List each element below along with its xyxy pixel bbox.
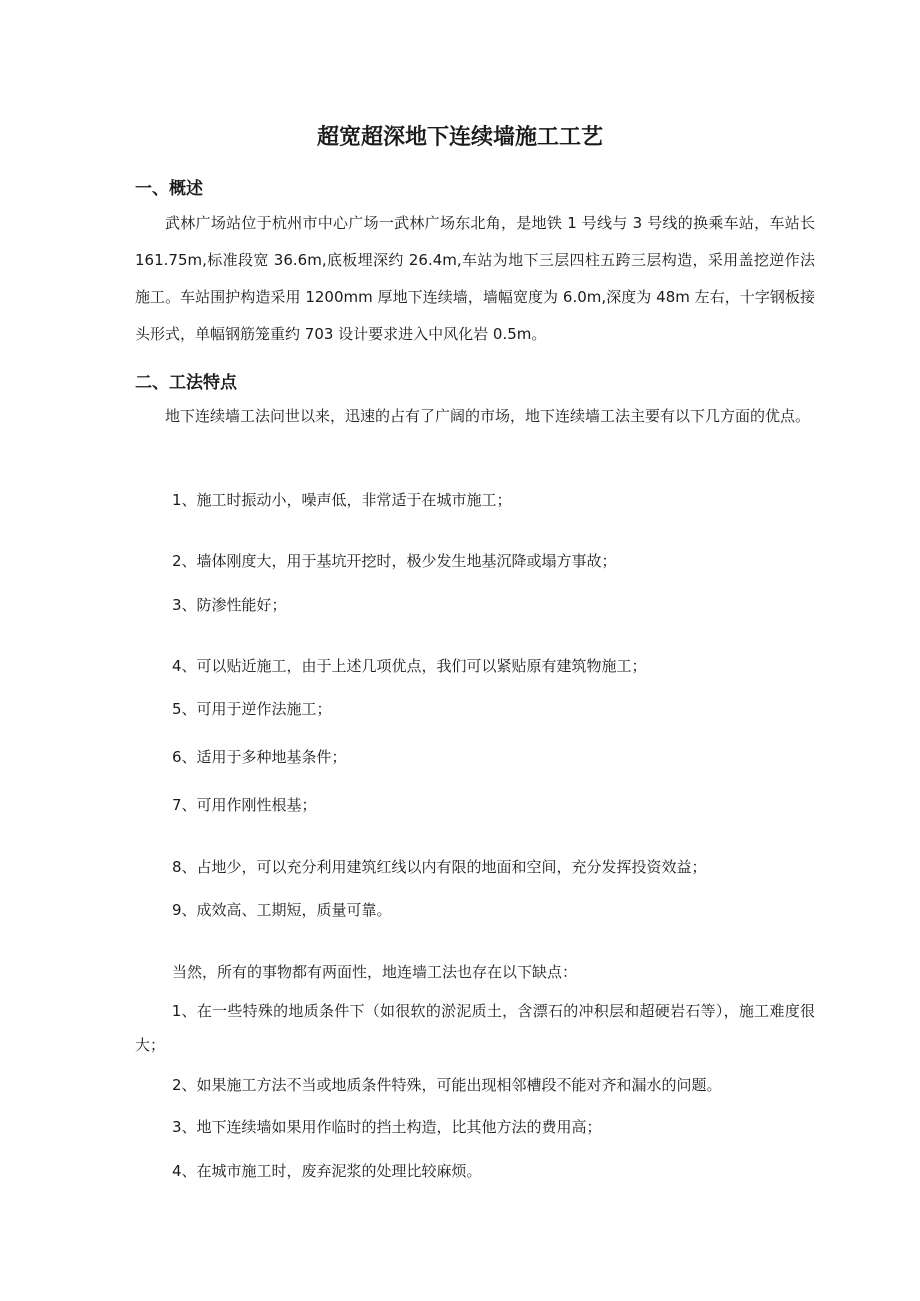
overview-paragraph: 武林广场站位于杭州市中心广场一武林广场东北角，是地铁 1 号线与 3 号线的换乘车站，车站长 161.75m,标准段宽 36.6m,底板埋深约 26.4m,车站为地下三层四柱五跨三层构造，采用盖挖逆作法施工。车站围护构造采用 1200mm 厚地下连续墙，墙幅宽度为 6.0m,深度为 48m 左右，十字钢板接头形式，单幅钢筋笼重约 703 设计要求进入中风化岩 0.5m。 bbox=[135, 214, 815, 343]
document-title: 超宽超深地下连续墙施工工艺 bbox=[316, 125, 603, 150]
advantage-item: 8、占地少，可以充分利用建筑红线以内有限的地面和空间，充分发挥投资效益； bbox=[172, 858, 707, 876]
advantage-item: 9、成效高、工期短，质量可靠。 bbox=[172, 901, 392, 919]
advantage-item: 4、可以贴近施工，由于上述几项优点，我们可以紧贴原有建筑物施工； bbox=[172, 657, 647, 675]
advantage-item: 2、墙体刚度大，用于基坑开挖时，极少发生地基沉降或塌方事故； bbox=[172, 552, 617, 570]
disadvantage-item: 4、在城市施工时，废弃泥浆的处理比较麻烦。 bbox=[172, 1162, 482, 1180]
advantage-item: 7、可用作刚性根基； bbox=[172, 796, 317, 814]
advantage-item: 3、防渗性能好； bbox=[172, 596, 287, 614]
disadvantages-intro: 当然，所有的事物都有两面性，地连墙工法也存在以下缺点： bbox=[172, 963, 578, 981]
disadvantage-item: 2、如果施工方法不当或地质条件特殊，可能出现相邻槽段不能对齐和漏水的问题。 bbox=[172, 1076, 722, 1094]
disadvantage-item: 3、地下连续墙如果用作临时的挡土构造，比其他方法的费用高； bbox=[172, 1118, 602, 1136]
section-heading-features: 二、工法特点 bbox=[135, 373, 237, 393]
advantage-item: 5、可用于逆作法施工； bbox=[172, 700, 332, 718]
disadvantage-item: 1、在一些特殊的地质条件下（如很软的淤泥质土，含漂石的冲积层和超硬岩石等），施工难度很大； bbox=[135, 1002, 815, 1054]
advantage-item: 6、适用于多种地基条件； bbox=[172, 748, 347, 766]
features-intro-paragraph: 地下连续墙工法问世以来，迅速的占有了广阔的市场，地下连续墙工法主要有以下几方面的优点。 bbox=[165, 407, 811, 425]
section-heading-overview: 一、概述 bbox=[135, 179, 203, 199]
advantage-item: 1、施工时振动小，噪声低，非常适于在城市施工； bbox=[172, 491, 512, 509]
